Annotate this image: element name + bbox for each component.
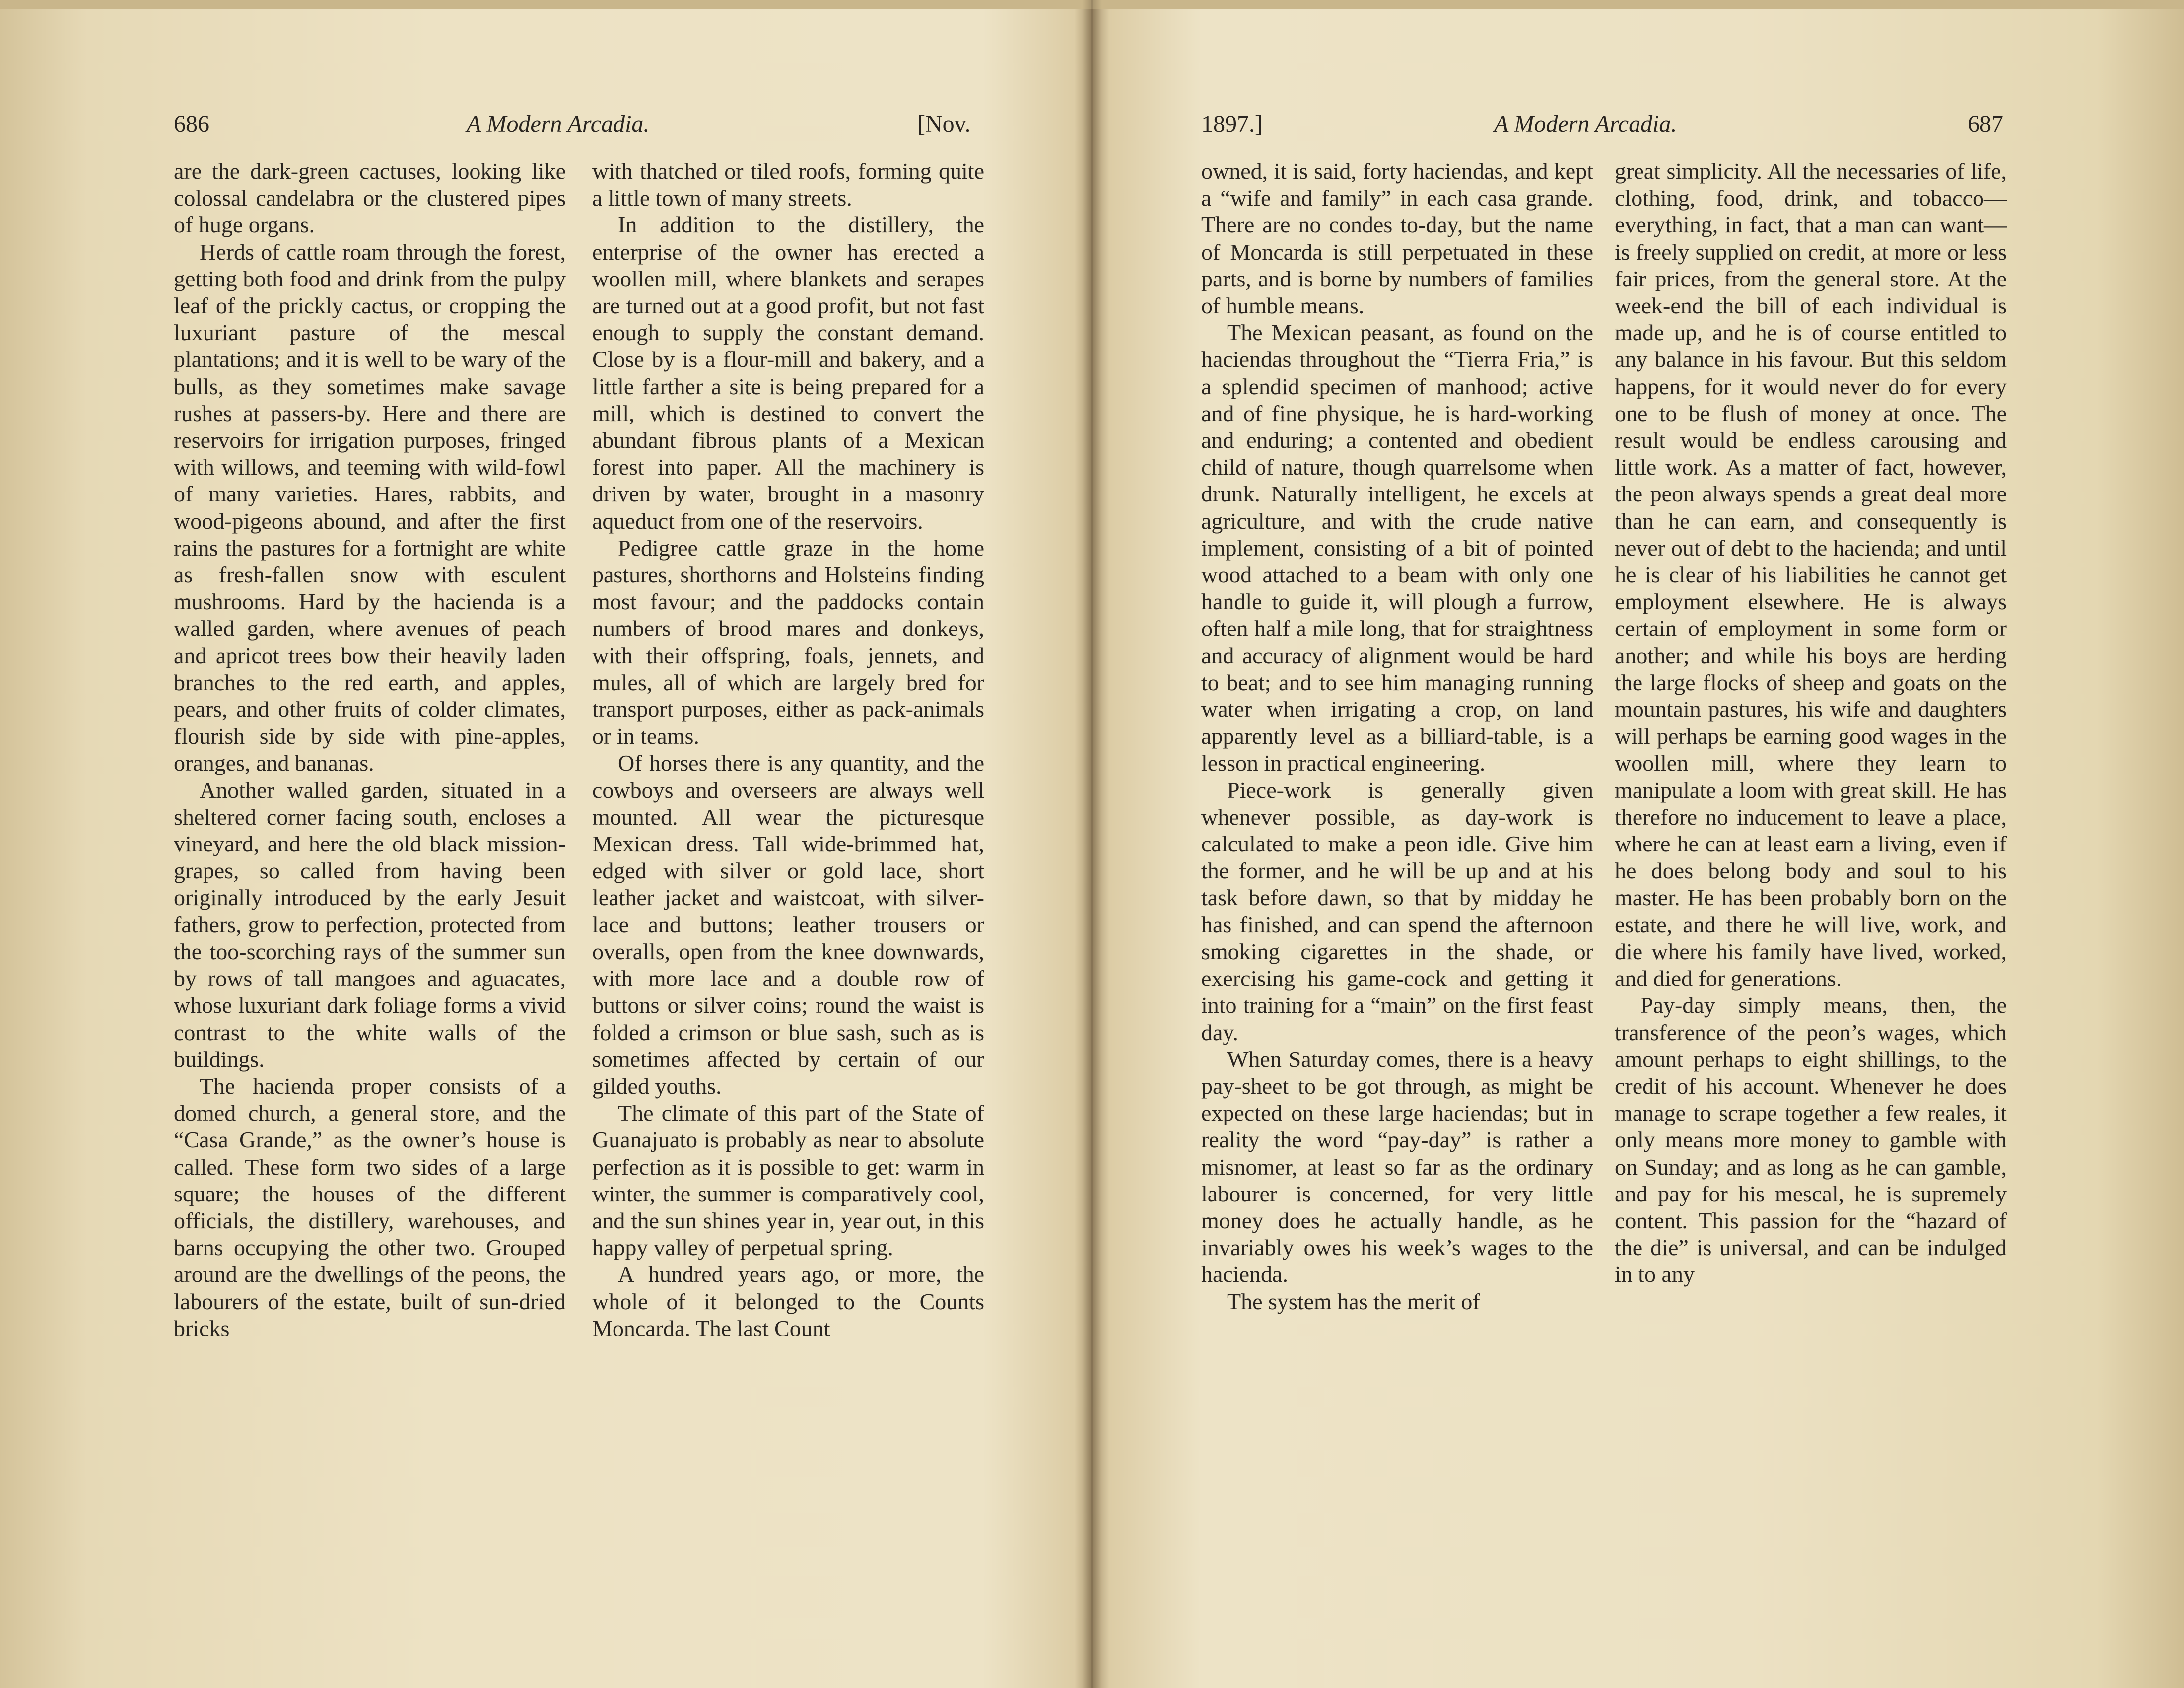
paragraph: Piece-work is generally given whenever possible, as day-work is calculated to make a peon idle. Give him the former, and he will be up and at his task before dawn, so that by midday he has finished, and can spend the afternoon smoking cigarettes in the shade, or exercising his game-cock and getting it into training for a “main” on the first feast day. [1201, 777, 1593, 1045]
paragraph: with thatched or tiled roofs, forming quite a little town of many streets. [592, 158, 984, 211]
left-running-head [174, 107, 988, 141]
right-year-label: 1897.] [1201, 111, 1263, 137]
paragraph: Of horses there is any quantity, and the cowboys and overseers are always well mounted. All wear the picturesque Mexican dress. Tall wide-brimmed hat, edged with silver or gold lace, short leather jacket and waistcoat, with silver-lace and buttons; leather trousers or overalls, open from the knee downwards, with more lace and a double row of buttons or silver coins; round the waist is folded a crimson or blue sash, such as is sometimes affected by certain of our gilded youths. [592, 750, 984, 1099]
paragraph: Another walled garden, situated in a sheltered corner facing south, encloses a vineyard, and here the old black mission-grapes, so called from having been originally introduced by the early Jesuit fathers, grow to perfection, protected from the too-scorching rays of the summer sun by rows of tall mangoes and aguacates, whose luxuriant dark foliage forms a vivid contrast to the white walls of the buildings. [174, 777, 566, 1072]
paragraph: owned, it is said, forty haciendas, and kept a “wife and family” in each casa grande. There are no condes to-day, but the name of Moncarda is still perpetuated in these parts, and is borne by numbers of families of humble means. [1201, 158, 1593, 319]
right-column-1 [1201, 158, 1593, 1315]
right-page [1097, 0, 2184, 1688]
paragraph: The hacienda proper consists of a domed church, a general store, and the “Casa Grande,” as the owner’s house is called. These form two sides of a large square; the houses of the different officials, the distillery, warehouses, and barns occupying the other two. Grouped around are the dwellings of the peons, the labourers of the estate, built of sun-dried bricks [174, 1073, 566, 1341]
paragraph: Herds of cattle roam through the forest, getting both food and drink from the pulpy leaf of the prickly cactus, or cropping the luxuriant pasture of the mescal plantations; and it is well to be wary of the bulls, as they sometimes make savage rushes at passers-by. Here and there are reservoirs for irrigation purposes, fringed with willows, and teeming with wild-fowl of many varieties. Hares, rabbits, and wood-pigeons abound, and after the first rains the pastures for a fortnight are white as fresh-fallen snow with esculent mushrooms. Hard by the hacienda is a walled garden, where avenues of peach and apricot trees bow their heavily laden branches to the red earth, and apples, pears, and other fruits of colder climates, flourish side by side with pine-apples, oranges, and bananas. [174, 239, 566, 776]
paragraph: The system has the merit of [1227, 1288, 1480, 1314]
paragraph: are the dark-green cactuses, looking like colossal candelabra or the clustered pipes of huge organs. [174, 158, 566, 238]
right-page-number: 687 [1968, 111, 2003, 137]
paragraph: great simplicity. All the necessaries of life, clothing, food, drink, and tobacco—everything, in fact, that a man can want—is freely supplied on credit, at more or less fair prices, from the general store. At the week-end the bill of each individual is made up, and he is of course entitled to any balance in his favour. But this seldom happens, for it would never do for every one to be flush of money at once. The result would be endless carousing and little work. As a matter of fact, however, the peon always spends a great deal more than he can earn, and consequently is never out of debt to the hacienda; and until he is clear of his liabilities he cannot get employment elsewhere. He is always certain of employment in some form or another; and while his boys are herding the large flocks of sheep and goats on the mountain pastures, his wife and daughters will perhaps be earning good wages in the woollen mill, where they learn to manipulate a loom with great skill. He has therefore no inducement to leave a place, where he can at least earn a living, even if he does belong body and soul to his master. He has been probably born on the estate, and there he will live, work, and die where his family have lived, worked, and died for generations. [1615, 158, 2007, 991]
left-column-2 [592, 158, 984, 1342]
left-issue-label: [Nov. [917, 111, 971, 137]
paragraph: When Saturday comes, there is a heavy pay-sheet to be got through, as might be expected on these large haciendas; but in reality the word “pay-day” is rather a misnomer, at least so far as the ordinary labourer is concerned, for very little money does he actually handle, as he invariably owes his week’s wages to the hacienda. [1201, 1046, 1593, 1287]
right-running-title: A Modern Arcadia. [1494, 111, 1677, 137]
paragraph: Pay-day simply means, then, the transference of the peon’s wages, which amount perhaps to eight shillings, to the credit of his account. Whenever he does manage to scrape together a few reales, it only means more money to gamble with on Sunday; and as long as he can gamble, and pay for his mescal, he is supremely content. This passion for the “hazard of the die” is universal, and can be indulged in to any [1615, 992, 2007, 1287]
paragraph: In addition to the distillery, the enterprise of the owner has erected a woollen mill, where blankets and serapes are turned out at a good profit, but not fast enough to supply the constant demand. Close by is a flour-mill and bakery, and a little farther a site is being prepared for a mill, which is destined to convert the abundant fibrous plants of a Mexican forest into paper. All the machinery is driven by water, brought in a masonry aqueduct from one of the reservoirs. [592, 212, 984, 534]
paragraph: Pedigree cattle graze in the home pastures, shorthorns and Holsteins finding most favour; and the paddocks contain numbers of brood mares and donkeys, with their offspring, foals, jennets, and mules, all of which are largely bred for transport purposes, either as pack-animals or in teams. [592, 535, 984, 749]
paragraph: The Mexican peasant, as found on the haciendas throughout the “Tierra Fria,” is a splendid specimen of manhood; active and of fine physique, he is hard-working and enduring; a contented and obedient child of nature, though quarrelsome when drunk. Naturally intelligent, he excels at agriculture, and with the crude native implement, consisting of a bit of pointed wood attached to a beam with only one handle to guide it, will plough a furrow, often half a mile long, that for straightness and accuracy of alignment would be hard to beat; and to see him managing running water when irrigating a crop, on land apparently level as a billiard-table, is a lesson in practical engineering. [1201, 320, 1593, 776]
paragraph: A hundred years ago, or more, the whole of it belonged to the Counts Moncarda. The last Count [592, 1262, 984, 1341]
left-running-title: A Modern Arcadia. [467, 111, 650, 137]
right-running-head [1201, 107, 2015, 141]
right-column-2 [1615, 158, 2007, 1288]
left-page-number: 686 [174, 111, 209, 137]
left-page [0, 0, 1087, 1688]
paragraph: The climate of this part of the State of Guanajuato is probably as near to absolute perfection as it is possible to get: warm in winter, the summer is comparatively cool, and the sun shines year in, year out, in this happy valley of perpetual spring. [592, 1100, 984, 1261]
left-column-1 [174, 158, 566, 1342]
